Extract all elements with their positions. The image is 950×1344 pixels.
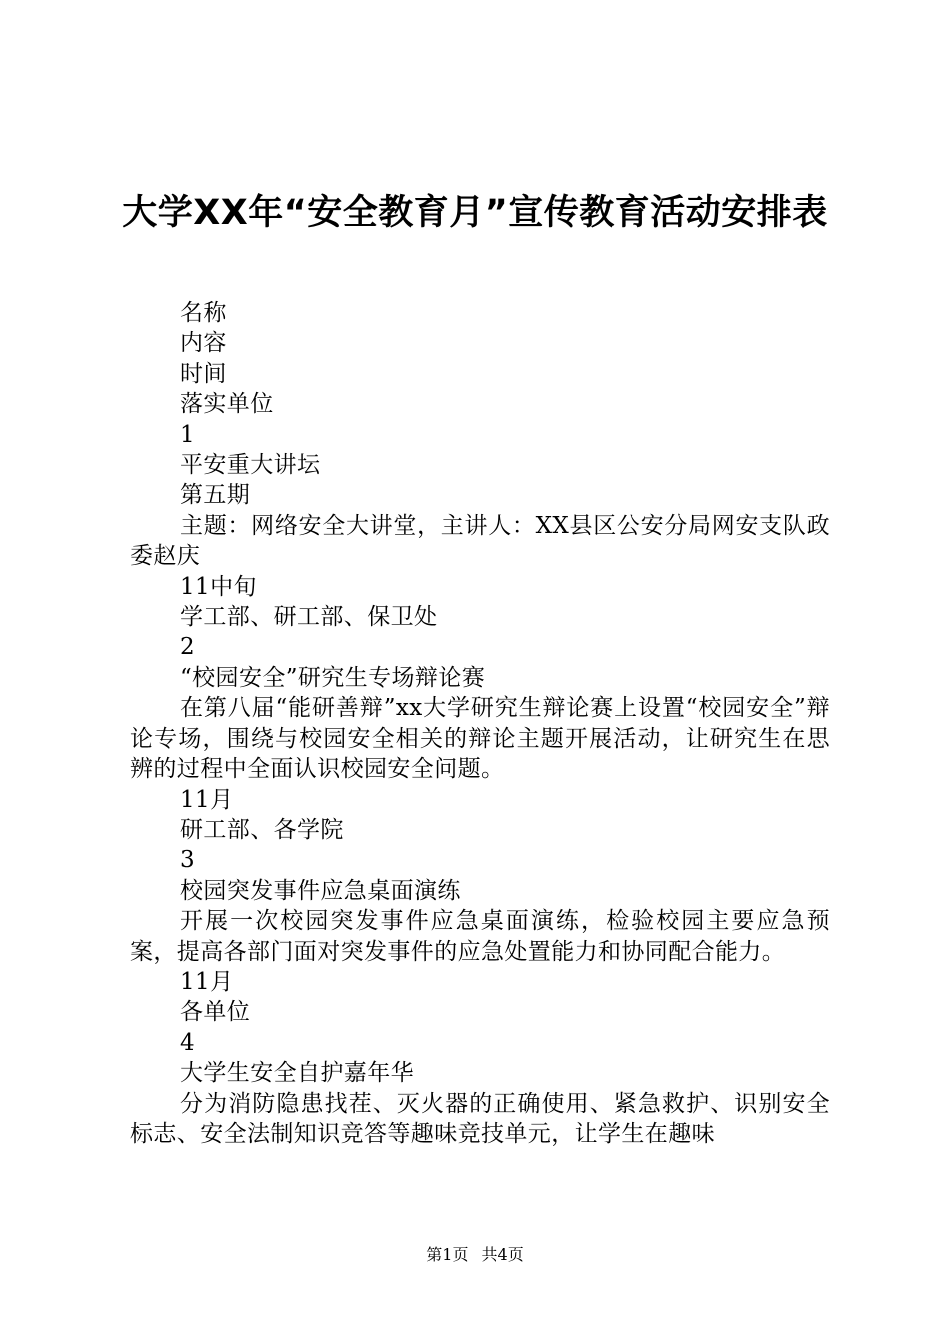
paragraph: 研工部、各学院 (180, 816, 344, 843)
paragraph: 名称 (180, 300, 227, 326)
paragraph: 11月 (180, 786, 234, 813)
page-footer (0, 1245, 950, 1265)
paragraph: 开展一次校园突发事件应急桌面演练，检验校园主要应急预案，提高各部门面对突发事件的应急处置能力和协同配合能力。 (130, 908, 830, 965)
paragraph: 校园突发事件应急桌面演练 (180, 877, 461, 904)
paragraph: 在第八届“能研善辩”xx大学研究生辩论赛上设置“校园安全”辩论专场，围绕与校园安全相关的辩论主题开展活动，让研究生在思辨的过程中全面认识校园安全问题。 (130, 695, 830, 783)
paragraph: 1 (180, 421, 196, 448)
paragraph: 大学生安全自护嘉年华 (180, 1060, 414, 1087)
paragraph: 学工部、研工部、保卫处 (180, 604, 438, 631)
paragraph: “校园安全”研究生专场辩论赛 (180, 664, 486, 691)
paragraph: 时间 (180, 360, 227, 387)
paragraph: 内容 (180, 330, 227, 357)
paragraph: 分为消防隐患找茬、灭火器的正确使用、紧急救护、识别安全标志、安全法制知识竞答等趣味竞技单元，让学生在趣味 (130, 1090, 830, 1147)
document-body (130, 298, 830, 1149)
paragraph: 11中旬 (180, 573, 257, 600)
paragraph: 11月 (180, 968, 234, 995)
paragraph: 3 (180, 847, 196, 874)
paragraph: 4 (180, 1029, 196, 1056)
paragraph: 落实单位 (180, 391, 274, 418)
paragraph: 各单位 (180, 999, 251, 1026)
paragraph: 2 (180, 634, 196, 661)
paragraph: 主题：网络安全大讲堂，主讲人：XX县区公安分局网安支队政委赵庆 (130, 512, 830, 570)
paragraph: 第五期 (180, 482, 251, 509)
page-number: 第1页 (426, 1245, 469, 1264)
paragraph: 平安重大讲坛 (180, 452, 321, 479)
page-title: 大学XX年“安全教育月”宣传教育活动安排表 (122, 193, 828, 233)
page-total: 共4页 (481, 1245, 524, 1264)
